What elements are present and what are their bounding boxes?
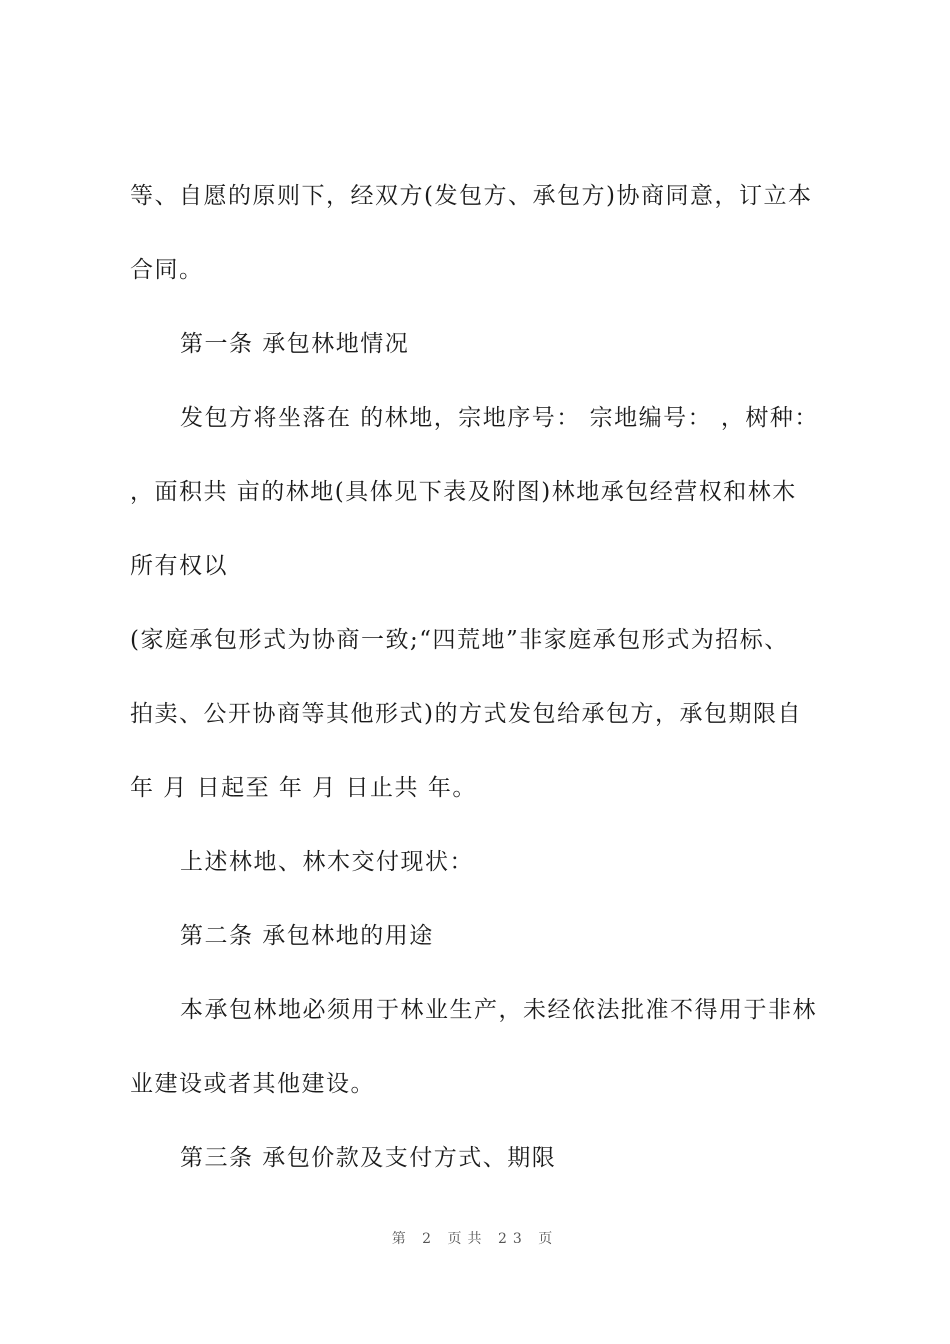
text-line-10: 上述林地、林木交付现状： — [180, 849, 474, 875]
text-line-12: 本承包林地必须用于林业生产，未经依法批准不得用于非林 — [180, 997, 817, 1023]
text-line-5: ，面积共 亩的林地(具体见下表及附图)林地承包经营权和林木 — [130, 479, 797, 505]
article-3-heading: 第三条 承包价款及支付方式、期限 — [180, 1145, 557, 1171]
text-line-4: 发包方将坐落在 的林地，宗地序号： 宗地编号： ，树种： — [180, 405, 819, 431]
article-2-heading: 第二条 承包林地的用途 — [180, 923, 434, 949]
text-line-7: (家庭承包形式为协商一致;“四荒地”非家庭承包形式为招标、 — [130, 627, 789, 653]
article-1-heading: 第一条 承包林地情况 — [180, 331, 410, 357]
text-line-1: 等、自愿的原则下，经双方(发包方、承包方)协商同意，订立本 — [130, 183, 813, 209]
page-footer: 第 2 页共 23 页 — [391, 1231, 559, 1247]
text-line-13: 业建设或者其他建设。 — [130, 1071, 375, 1097]
text-line-6: 所有权以 — [130, 553, 228, 579]
text-line-9: 年 月 日起至 年 月 日止共 年。 — [130, 775, 477, 801]
text-line-8: 拍卖、公开协商等其他形式)的方式发包给承包方，承包期限自 — [130, 701, 802, 727]
text-line-2: 合同。 — [130, 257, 204, 283]
